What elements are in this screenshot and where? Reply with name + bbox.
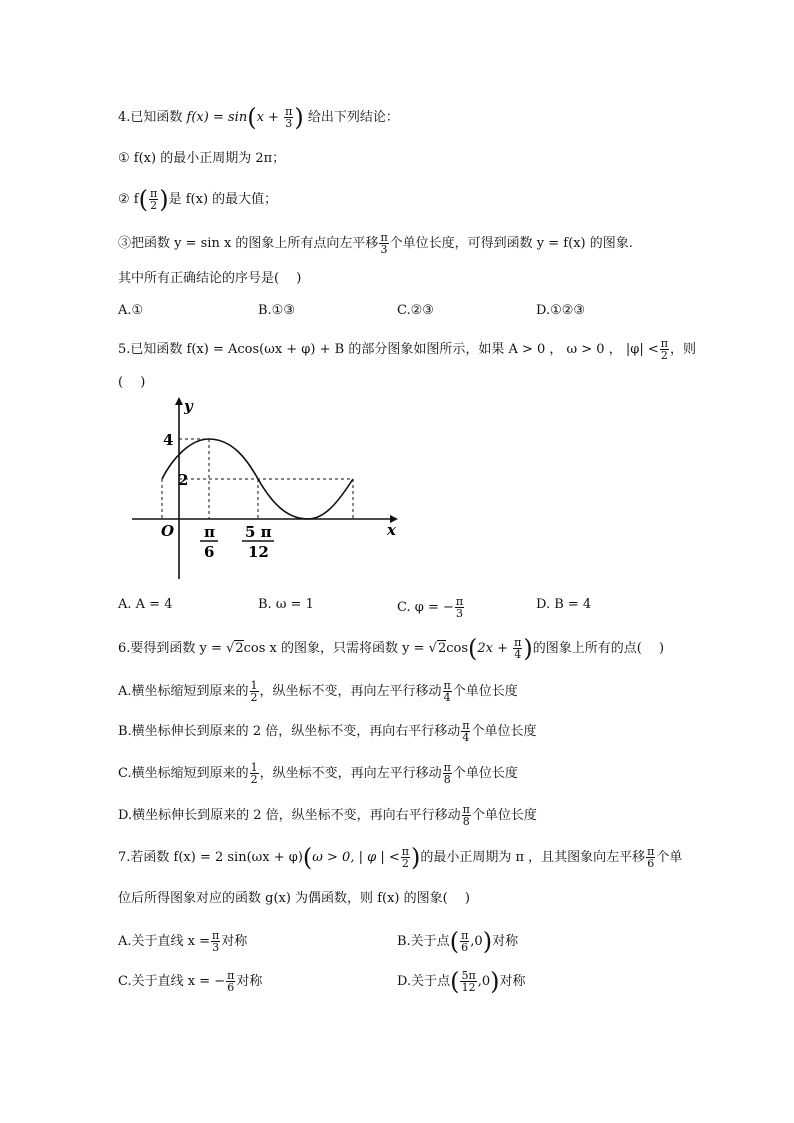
q4-s2-prefix: ② f <box>118 192 139 207</box>
q7-b-suffix: 对称 <box>492 934 519 949</box>
q5-stem <box>118 338 696 361</box>
q6-stem <box>118 634 665 663</box>
frac-den: 3 <box>380 243 388 256</box>
paren-close: ) <box>482 927 493 956</box>
q7-option-d <box>397 967 526 996</box>
q7-b-prefix: B.关于点 <box>397 934 450 949</box>
q6-d-prefix: D.横坐标伸长到原来的 2 倍，纵坐标不变，再向右平行移动 <box>118 808 461 823</box>
frac-den: 4 <box>443 691 451 704</box>
q7-stem <box>118 843 683 872</box>
q6-a-prefix: A.横坐标缩短到原来的 <box>118 684 249 699</box>
q4-frac <box>284 106 293 129</box>
q5-graph <box>128 395 408 585</box>
q4-s2-suffix: 是 f(x) 的最大值； <box>168 192 278 207</box>
q7-line2: 位后所得图象对应的函数 g(x) 为偶函数，则 f(x) 的图象( ) <box>118 891 470 906</box>
frac-5pi12 <box>460 970 476 993</box>
q7-d-prefix: D.关于点 <box>397 974 451 989</box>
frac-pi2 <box>401 846 410 869</box>
paren-close: ) <box>159 185 169 214</box>
q6-stem-c: cos <box>446 641 468 656</box>
q4-ask: 其中所有正确结论的序号是( ) <box>118 271 302 286</box>
frac-den: 2 <box>401 857 409 870</box>
q7-stem-a: 7.若函数 f(x) = 2 sin(ωx + φ) <box>118 850 303 865</box>
q5-phi-cond: |φ| < <box>625 342 659 357</box>
paren-open: ( <box>302 843 313 872</box>
q4-s3-prefix: ③把函数 y = sin x 的图象上所有点向左平移 <box>118 236 379 251</box>
q6-arg: 2x + <box>477 641 513 656</box>
q6-b-suffix: 个单位长度 <box>471 724 537 739</box>
q5-frac <box>660 338 669 361</box>
q4-frac-num: π <box>285 105 293 118</box>
q4-option-a: A.① <box>118 303 144 318</box>
origin-label: O <box>161 522 175 540</box>
q4-frac-den: 3 <box>285 117 293 130</box>
q6-stem-a: 6.要得到函数 y = <box>118 641 227 656</box>
q7-stem-b: 的最小正周期为 π ，且其图象向左平移 <box>420 850 646 865</box>
x-tick-pi6-den: 6 <box>204 543 215 561</box>
q7-b-zero: ,0 <box>470 934 483 949</box>
frac-num: π <box>647 845 655 858</box>
frac-den: 4 <box>462 731 470 744</box>
q5-stem-text: 5.已知函数 f(x) = Acos(ωx + φ) + B 的部分图象如图所示，如果 A > 0 ， ω > 0 ， <box>118 342 622 357</box>
frac-den: 12 <box>461 981 476 994</box>
frac-num: 1 <box>250 761 258 774</box>
q7-a-prefix: A.关于直线 x = <box>118 934 211 949</box>
q7-cond: ω > 0, | φ | < <box>312 850 400 865</box>
frac-pi8 <box>443 762 452 785</box>
frac-den: 2 <box>150 199 158 212</box>
paren-close: ) <box>490 967 500 996</box>
q4-statement-3 <box>118 232 633 255</box>
frac-den: 6 <box>647 857 655 870</box>
q6-c-suffix: 个单位长度 <box>452 766 518 781</box>
frac-num: π <box>514 636 522 649</box>
q6-d-suffix: 个单位长度 <box>471 808 537 823</box>
frac-num: π <box>149 187 158 200</box>
frac-num: π <box>227 969 235 982</box>
q6-sqrt-value-b: 2 <box>437 641 447 656</box>
q4-stem-prefix: 4.已知函数 <box>118 110 183 125</box>
q5-then: ，则 <box>669 342 696 357</box>
paren-close: ) <box>410 843 421 872</box>
sqrt-symbol: √ <box>428 641 437 656</box>
paren-close: ) <box>294 103 304 132</box>
frac-den: 8 <box>462 815 470 828</box>
frac-den: 6 <box>227 981 235 994</box>
q4-option-b: B.①③ <box>258 303 295 318</box>
paren-open: ( <box>449 927 460 956</box>
q5-option-d: D. B = 4 <box>536 597 592 612</box>
x-tick-pi6-num: π <box>204 523 215 541</box>
q5-option-b: B. ω = 1 <box>258 597 314 612</box>
q6-stem-d: 的图象上所有的点( ) <box>532 641 665 656</box>
frac-num: π <box>462 803 470 816</box>
frac-pi6 <box>460 930 469 953</box>
q6-sqrt-value: 2 <box>235 641 244 656</box>
y-tick-2: 2 <box>178 471 189 489</box>
frac-num: 5π <box>461 969 476 982</box>
q4-s2-frac <box>149 188 158 211</box>
x-axis-label: x <box>387 521 396 539</box>
frac-pi4 <box>461 720 470 743</box>
frac-num: π <box>461 929 469 942</box>
frac-num: π <box>212 929 220 942</box>
frac-pi8 <box>462 804 471 827</box>
frac-num: π <box>380 231 388 244</box>
q7-d-suffix: 对称 <box>499 974 526 989</box>
q4-s3-frac <box>379 232 388 255</box>
q4-stem-suffix: 给出下列结论： <box>307 110 399 125</box>
frac-den: 2 <box>250 691 258 704</box>
frac-den: 3 <box>456 607 464 620</box>
frac-den: 3 <box>212 941 220 954</box>
frac-num: π <box>455 595 464 608</box>
paren-close: ) <box>523 634 533 663</box>
sqrt-symbol: √ <box>226 641 235 656</box>
q7-stem-c: 个单 <box>656 850 683 865</box>
q5-option-c-text: C. φ = − <box>397 600 454 615</box>
frac-pi6 <box>226 970 235 993</box>
frac-num: π <box>660 337 668 350</box>
q7-option-c <box>118 970 262 993</box>
q4-arg: x + <box>256 110 284 125</box>
q4-stem <box>118 103 399 132</box>
frac-den: 8 <box>443 773 451 786</box>
frac-num: π <box>401 845 409 858</box>
q7-option-a <box>118 930 247 953</box>
frac-pi4 <box>443 680 452 703</box>
y-axis-arrow <box>175 397 183 405</box>
q4-func: f(x) = sin <box>186 110 248 125</box>
paren-open: ( <box>450 967 460 996</box>
q6-option-c <box>118 762 518 785</box>
q5-option-c-frac <box>455 596 464 619</box>
x-tick-5pi12-den: 12 <box>248 543 269 561</box>
frac-pi3 <box>211 930 220 953</box>
q6-a-suffix: 个单位长度 <box>452 684 518 699</box>
frac-num: π <box>443 679 451 692</box>
frac-half <box>250 762 259 785</box>
frac-den: 4 <box>514 648 522 661</box>
q6-b-prefix: B.横坐标伸长到原来的 2 倍，纵坐标不变，再向右平行移动 <box>118 724 461 739</box>
q6-frac <box>513 637 522 660</box>
frac-num: π <box>443 761 451 774</box>
q7-c-suffix: 对称 <box>236 974 263 989</box>
q6-c-mid: ，纵坐标不变，再向左平行移动 <box>259 766 442 781</box>
q5-option-c <box>397 596 465 619</box>
q6-option-b <box>118 720 536 743</box>
frac-half <box>250 680 259 703</box>
q4-option-c: C.②③ <box>397 303 434 318</box>
q5-option-a: A. A = 4 <box>118 597 173 612</box>
y-axis-label: y <box>184 397 193 415</box>
q6-stem-b: cos x 的图象，只需将函数 y = <box>243 641 429 656</box>
frac-den: 2 <box>660 349 668 362</box>
paren-open: ( <box>138 185 148 214</box>
frac-den: 6 <box>461 941 469 954</box>
frac-num: 1 <box>250 679 258 692</box>
y-tick-4: 4 <box>163 431 174 449</box>
q6-c-prefix: C.横坐标缩短到原来的 <box>118 766 249 781</box>
frac-num: π <box>462 719 470 732</box>
q4-statement-2 <box>118 185 278 214</box>
q4-statement-1: ① f(x) 的最小正周期为 2π； <box>118 151 286 166</box>
q7-option-b <box>397 927 519 956</box>
x-tick-5pi12-num: 5 π <box>245 523 272 541</box>
q4-option-d: D.①②③ <box>536 303 586 318</box>
q4-s3-suffix: 个单位长度，可得到函数 y = f(x) 的图象. <box>389 236 633 251</box>
q7-d-zero: ,0 <box>477 974 491 989</box>
q6-option-d <box>118 804 537 827</box>
q7-a-suffix: 对称 <box>221 934 248 949</box>
paren-open: ( <box>247 103 257 132</box>
q7-c-prefix: C.关于直线 x = − <box>118 974 226 989</box>
q6-option-a <box>118 680 518 703</box>
frac-den: 2 <box>250 773 258 786</box>
frac-pi6 <box>646 846 655 869</box>
q5-blank: ( ) <box>118 375 146 390</box>
paren-open: ( <box>468 634 478 663</box>
q6-a-mid: ，纵坐标不变，再向左平行移动 <box>259 684 442 699</box>
